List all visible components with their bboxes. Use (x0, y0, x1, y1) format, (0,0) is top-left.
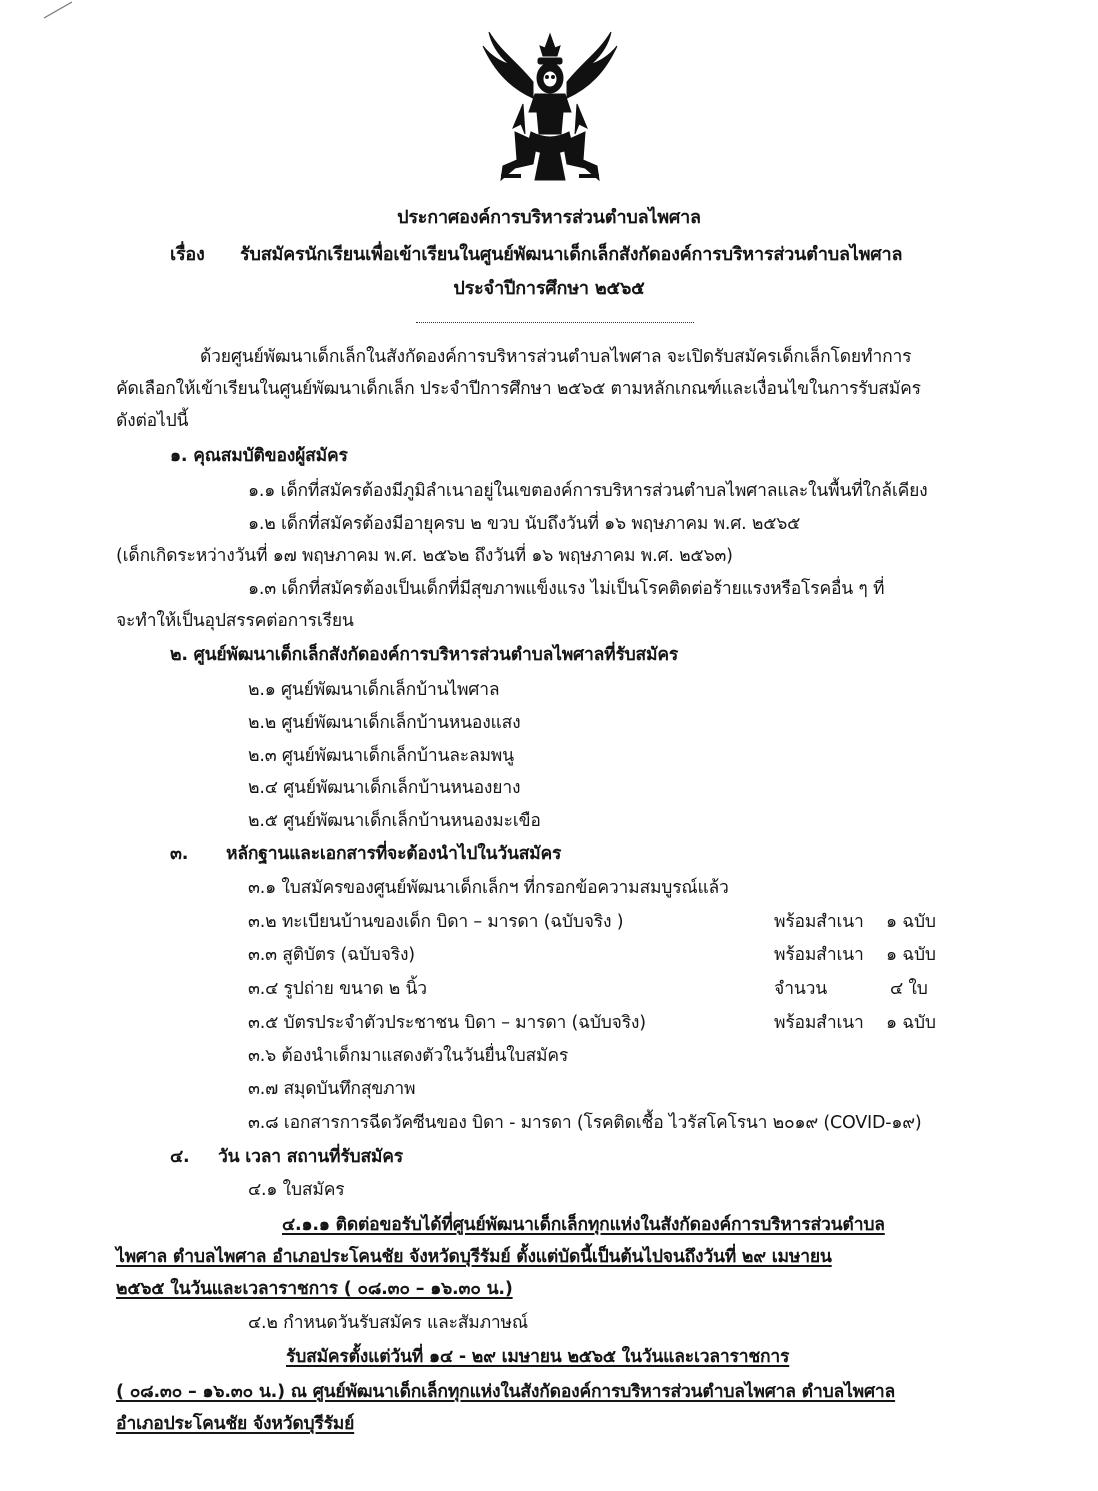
document-item-count: ๑ ฉบับ (886, 945, 936, 965)
subject-text: รับสมัครนักเรียนเพื่อเข้าเรียนในศูนย์พัฒนาเด็กเล็กสังกัดองค์การบริหารส่วนตำบลไพศาล (240, 244, 903, 265)
garuda-emblem (475, 28, 625, 188)
intro-line-2: คัดเลือกให้เข้าเรียนในศูนย์พัฒนาเด็กเล็ก ประจำปีการศึกษา ๒๕๖๕ ตามหลักเกณฑ์และเงื่อนไขในการรับสมัคร (116, 379, 921, 399)
section-4-sub-1: ๔.๑ ใบสมัคร (248, 1180, 345, 1200)
document-item-copy: พร้อมสำเนา (774, 945, 864, 965)
center-list-item: ๒.๓ ศูนย์พัฒนาเด็กเล็กบ้านละลมพนู (248, 746, 514, 766)
section-4-number: ๔. (170, 1147, 190, 1167)
intro-line-1: ด้วยศูนย์พัฒนาเด็กเล็กในสังกัดองค์การบริหารส่วนตำบลไพศาล จะเปิดรับสมัครเด็กเล็กโดยทำการ (200, 347, 912, 367)
document-item-text: ๓.๒ ทะเบียนบ้านของเด็ก บิดา – มารดา (ฉบับจริง ) (248, 912, 624, 932)
document-item-text: ๓.๕ บัตรประจำตัวประชาชน บิดา – มารดา (ฉบับจริง) (248, 1013, 646, 1033)
application-pickup-line-2: ไพศาล ตำบลไพศาล อำเภอประโคนชัย จังหวัดบุรีรัมย์ ตั้งแต่บัดนี้เป็นต้นไปจนถึงวันที่ ๒๙ เมษายน (116, 1247, 832, 1267)
section-1-item-2: ๑.๒ เด็กที่สมัครต้องมีอายุครบ ๒ ขวบ นับถึงวันที่ ๑๖ พฤษภาคม พ.ศ. ๒๕๖๕ (248, 514, 801, 534)
document-item-text: ๓.๘ เอกสารการฉีดวัคซีนของ บิดา - มารดา (โรคติดเชื้อ ไวรัสโคโรนา ๒๐๑๙ (COVID-๑๙) (248, 1113, 922, 1133)
section-1-item-3-cont: จะทำให้เป็นอุปสรรคต่อการเรียน (116, 611, 354, 631)
academic-year: ประจำปีการศึกษา ๒๕๖๕ (453, 278, 645, 299)
subject-label: เรื่อง (170, 244, 205, 265)
intro-line-3: ดังต่อไปนี้ (116, 411, 189, 431)
document-item-text: ๓.๗ สมุดบันทึกสุขภาพ (248, 1079, 416, 1099)
document-item-text: ๓.๑ ใบสมัครของศูนย์พัฒนาเด็กเล็กฯ ที่กรอกข้อความสมบูรณ์แล้ว (248, 878, 729, 898)
dotted-divider (416, 322, 694, 323)
section-1-heading: ๑. คุณสมบัติของผู้สมัคร (170, 446, 348, 466)
document-item-text: ๓.๓ สูติบัตร (ฉบับจริง) (248, 945, 415, 965)
document-item-copy: จำนวน (774, 979, 828, 999)
section-1-item-1: ๑.๑ เด็กที่สมัครต้องมีภูมิลำเนาอยู่ในเขตองค์การบริหารส่วนตำบลไพศาลและในพื้นที่ใกล้เคียง (248, 481, 928, 501)
document-item-count: ๑ ฉบับ (886, 1013, 936, 1033)
application-pickup-line-1: ๔.๑.๑ ติดต่อขอรับได้ที่ศูนย์พัฒนาเด็กเล็กทุกแห่งในสังกัดองค์การบริหารส่วนตำบล (282, 1215, 885, 1235)
corner-pen-mark (42, 0, 82, 20)
document-item-text: ๓.๔ รูปถ่าย ขนาด ๒ นิ้ว (248, 979, 427, 999)
document-item-text: ๓.๖ ต้องนำเด็กมาแสดงตัวในวันยื่นใบสมัคร (248, 1046, 569, 1066)
section-3-number: ๓. (170, 844, 189, 864)
document-item-count: ๑ ฉบับ (886, 912, 936, 932)
center-list-item: ๒.๒ ศูนย์พัฒนาเด็กเล็กบ้านหนองแสง (248, 713, 521, 733)
document-item-count: ๔ ใบ (890, 979, 928, 999)
section-4-heading: วัน เวลา สถานที่รับสมัคร (218, 1147, 403, 1167)
application-pickup-line-3: ๒๕๖๕ ในวันและเวลาราชการ ( ๐๘.๓๐ – ๑๖.๓๐ น.) (116, 1279, 513, 1299)
section-1-item-3: ๑.๓ เด็กที่สมัครต้องเป็นเด็กที่มีสุขภาพแข็งแรง ไม่เป็นโรคติดต่อร้ายแรงหรือโรคอื่น ๆ ที่ (248, 579, 885, 599)
announcement-title: ประกาศองค์การบริหารส่วนตำบลไพศาล (397, 207, 701, 228)
center-list-item: ๒.๕ ศูนย์พัฒนาเด็กเล็กบ้านหนองมะเขือ (248, 811, 541, 831)
registration-line-3: อำเภอประโคนชัย จังหวัดบุรีรัมย์ (116, 1414, 355, 1434)
center-list-item: ๒.๔ ศูนย์พัฒนาเด็กเล็กบ้านหนองยาง (248, 778, 521, 798)
center-list-item: ๒.๑ ศูนย์พัฒนาเด็กเล็กบ้านไพศาล (248, 680, 500, 700)
section-4-sub-2: ๔.๒ กำหนดวันรับสมัคร และสัมภาษณ์ (248, 1313, 528, 1333)
section-3-heading: หลักฐานและเอกสารที่จะต้องนำไปในวันสมัคร (226, 844, 562, 864)
section-2-heading: ๒. ศูนย์พัฒนาเด็กเล็กสังกัดองค์การบริหารส่วนตำบลไพศาลที่รับสมัคร (170, 645, 679, 665)
section-1-item-2-cont: (เด็กเกิดระหว่างวันที่ ๑๗ พฤษภาคม พ.ศ. ๒๕๖๒ ถึงวันที่ ๑๖ พฤษภาคม พ.ศ. ๒๕๖๓) (116, 546, 733, 566)
registration-line-2: ( ๐๘.๓๐ – ๑๖.๓๐ น.) ณ ศูนย์พัฒนาเด็กเล็กทุกแห่งในสังกัดองค์การบริหารส่วนตำบลไพศาล ตำบลไพศาล (116, 1382, 896, 1402)
document-item-copy: พร้อมสำเนา (774, 912, 864, 932)
document-item-copy: พร้อมสำเนา (774, 1013, 864, 1033)
registration-line-1: รับสมัครตั้งแต่วันที่ ๑๔ - ๒๙ เมษายน ๒๕๖๕ ในวันและเวลาราชการ (286, 1347, 790, 1367)
